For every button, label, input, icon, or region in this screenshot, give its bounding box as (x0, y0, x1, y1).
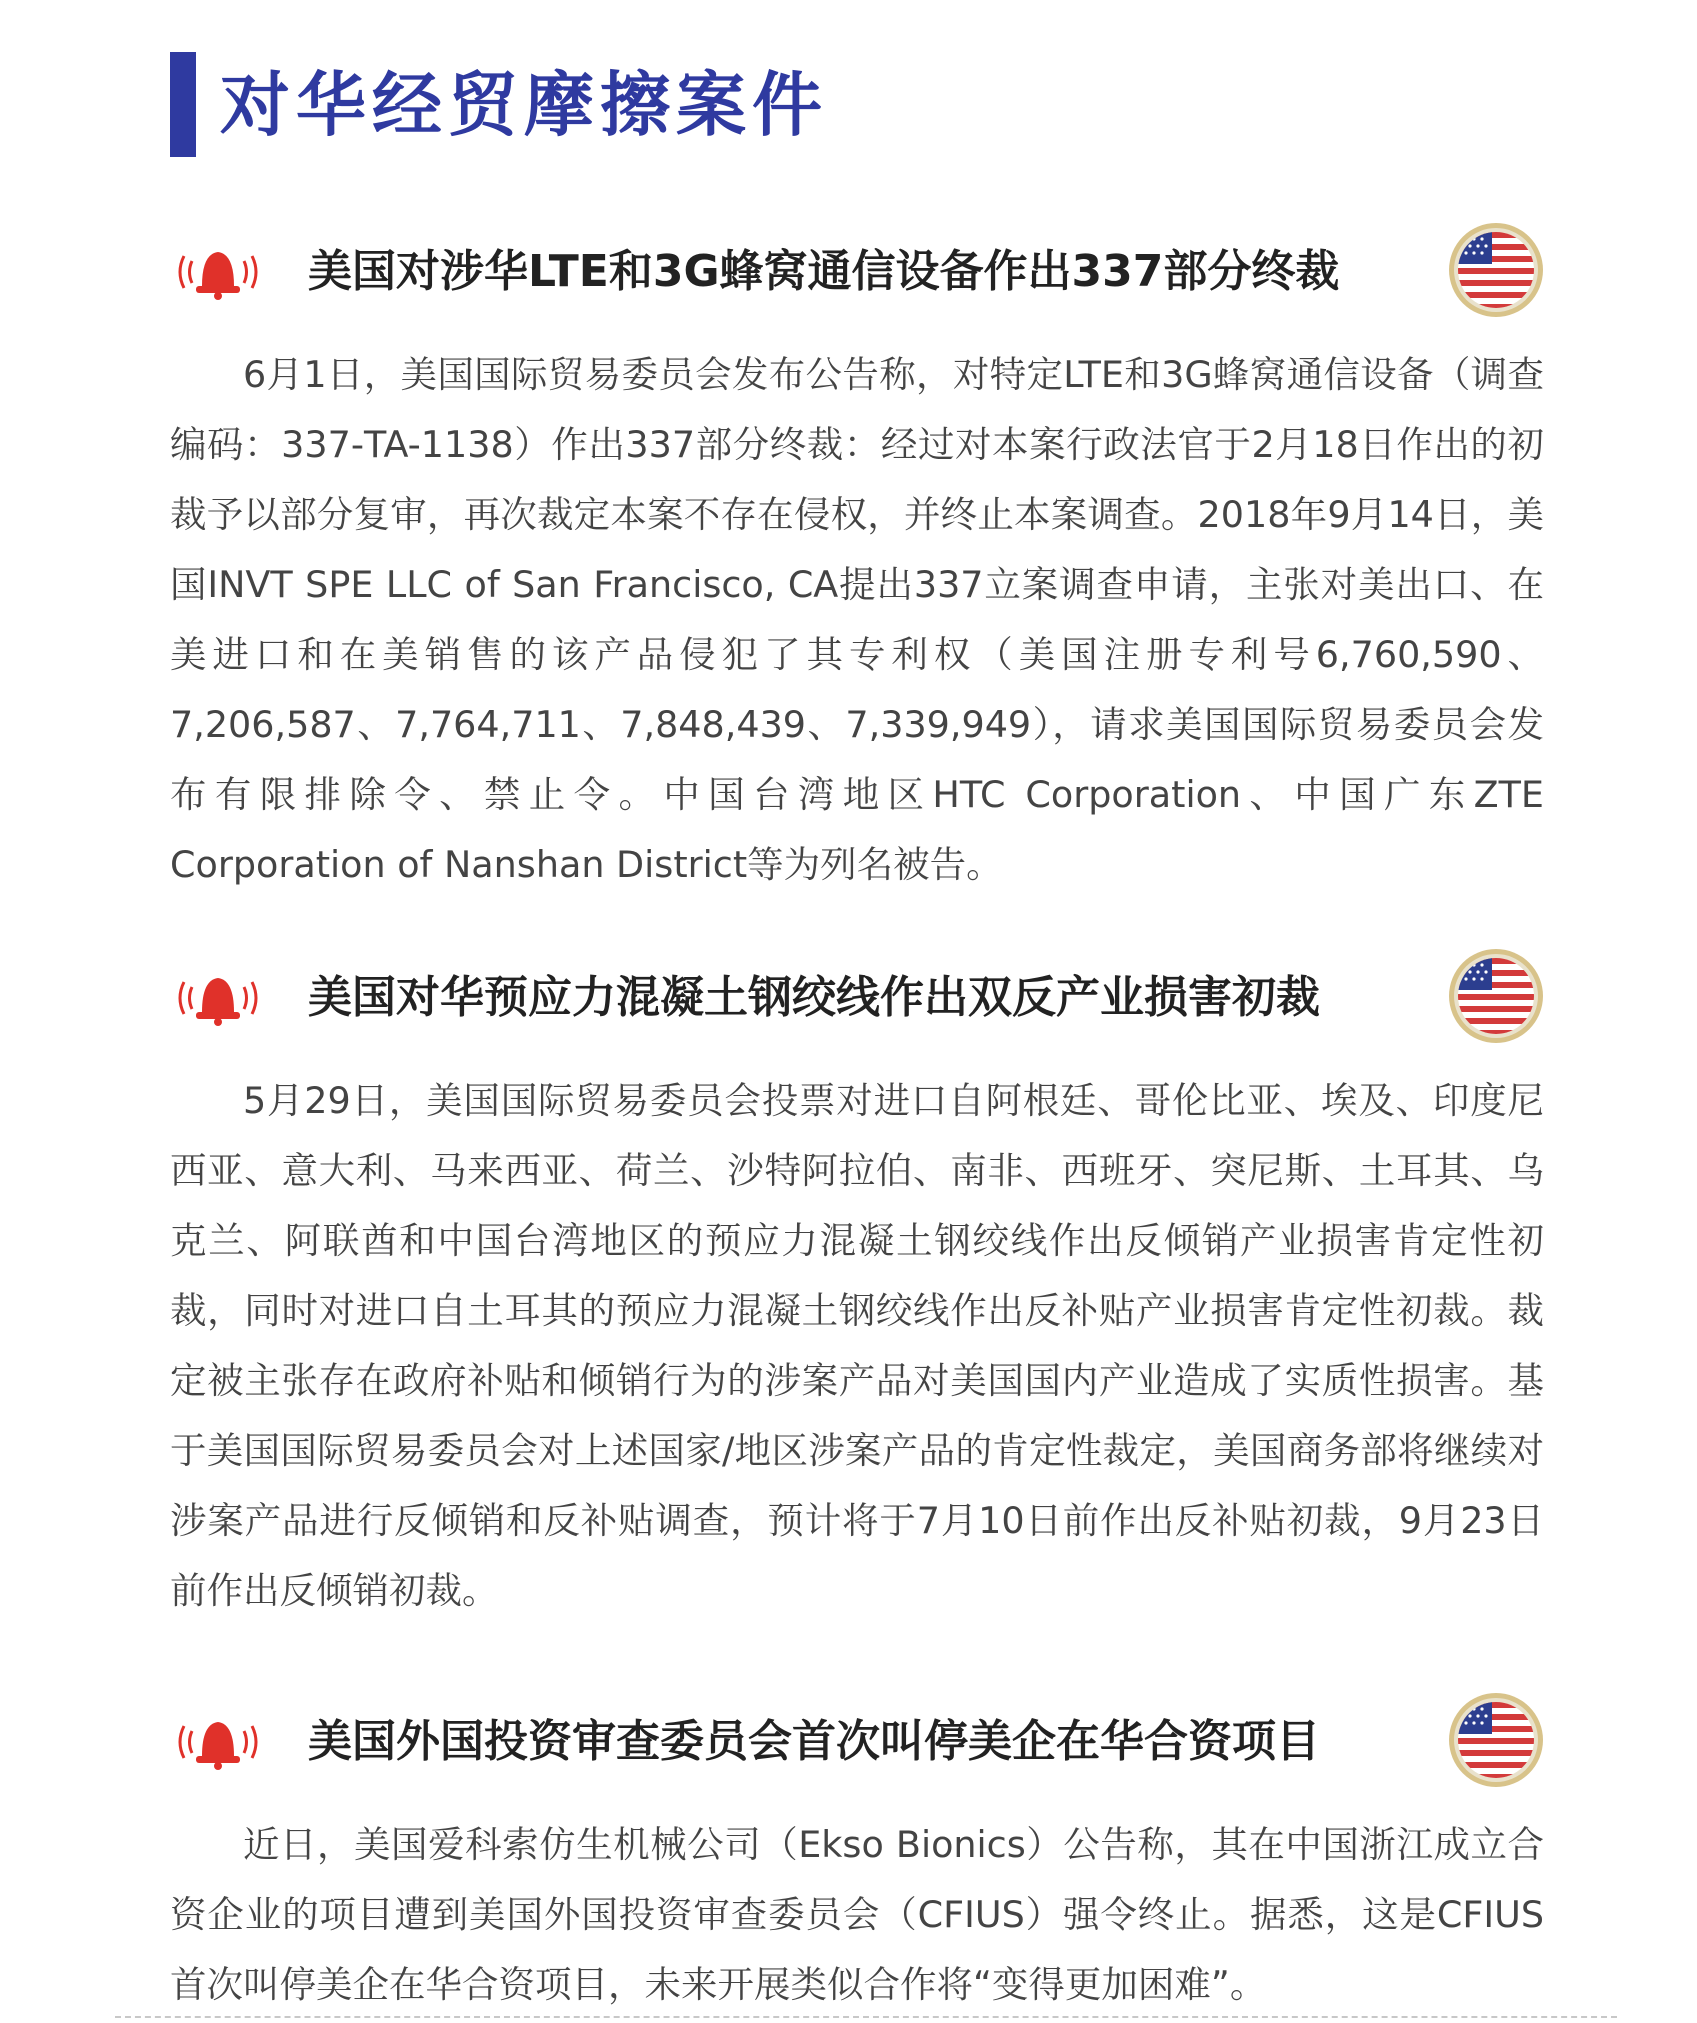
article-header (170, 948, 1544, 1048)
alarm-bell-icon (170, 1712, 266, 1772)
page-title: 对华经贸摩擦案件 (220, 63, 828, 146)
title-accent-bar (170, 52, 196, 157)
bottom-divider (115, 2016, 1617, 2018)
article-3 (170, 1692, 1544, 2020)
alarm-bell-icon (170, 968, 266, 1028)
article-title: 美国外国投资审查委员会首次叫停美企在华合资项目 (308, 1715, 1320, 1767)
us-flag-icon (1448, 222, 1544, 318)
article-body: 近日，美国爱科索仿生机械公司（Ekso Bionics）公告称，其在中国浙江成立合资企业的项目遭到美国外国投资审查委员会（CFIUS）强令终止。据悉，这是CFIUS首次叫停美企在华合资项目，未来开展类似合作将“变得更加困难”。 (170, 1823, 1544, 2006)
article-title: 美国对华预应力混凝土钢绞线作出双反产业损害初裁 (308, 971, 1320, 1023)
page-header (170, 52, 828, 157)
article-header (170, 222, 1544, 322)
article-body: 6月1日，美国国际贸易委员会发布公告称，对特定LTE和3G蜂窝通信设备（调查编码：337-TA-1138）作出337部分终裁：经过对本案行政法官于2月18日作出的初裁予以部分复审，再次裁定本案不存在侵权，并终止本案调查。2018年9月14日，美国INVT SPE LLC of San Francisco, CA提出337立案调查申请，主张对美出口、在美进口和在美销售的该产品侵犯了其专利权（美国注册专利号6,760,590、7,206,587、7,764,711、7,848,439、7,339,949），请求美国国际贸易委员会发布有限排除令、禁止令。中国台湾地区HTC Corporation、中国广东ZTE Corporation of Nanshan District等为列名被告。 (170, 353, 1544, 886)
us-flag-icon (1448, 948, 1544, 1044)
alarm-bell-icon (170, 242, 266, 302)
article-header (170, 1692, 1544, 1792)
article-title: 美国对涉华LTE和3G蜂窝通信设备作出337部分终裁 (308, 245, 1340, 297)
us-flag-icon (1448, 1692, 1544, 1788)
article-body: 5月29日，美国国际贸易委员会投票对进口自阿根廷、哥伦比亚、埃及、印度尼西亚、意大利、马来西亚、荷兰、沙特阿拉伯、南非、西班牙、突尼斯、土耳其、乌克兰、阿联酋和中国台湾地区的预应力混凝土钢绞线作出反倾销产业损害肯定性初裁，同时对进口自土耳其的预应力混凝土钢绞线作出反补贴产业损害肯定性初裁。裁定被主张存在政府补贴和倾销行为的涉案产品对美国国内产业造成了实质性损害。基于美国国际贸易委员会对上述国家/地区涉案产品的肯定性裁定，美国商务部将继续对涉案产品进行反倾销和反补贴调查，预计将于7月10日前作出反补贴初裁，9月23日前作出反倾销初裁。 (170, 1079, 1544, 1612)
article-2 (170, 948, 1544, 1626)
article-1 (170, 222, 1544, 900)
